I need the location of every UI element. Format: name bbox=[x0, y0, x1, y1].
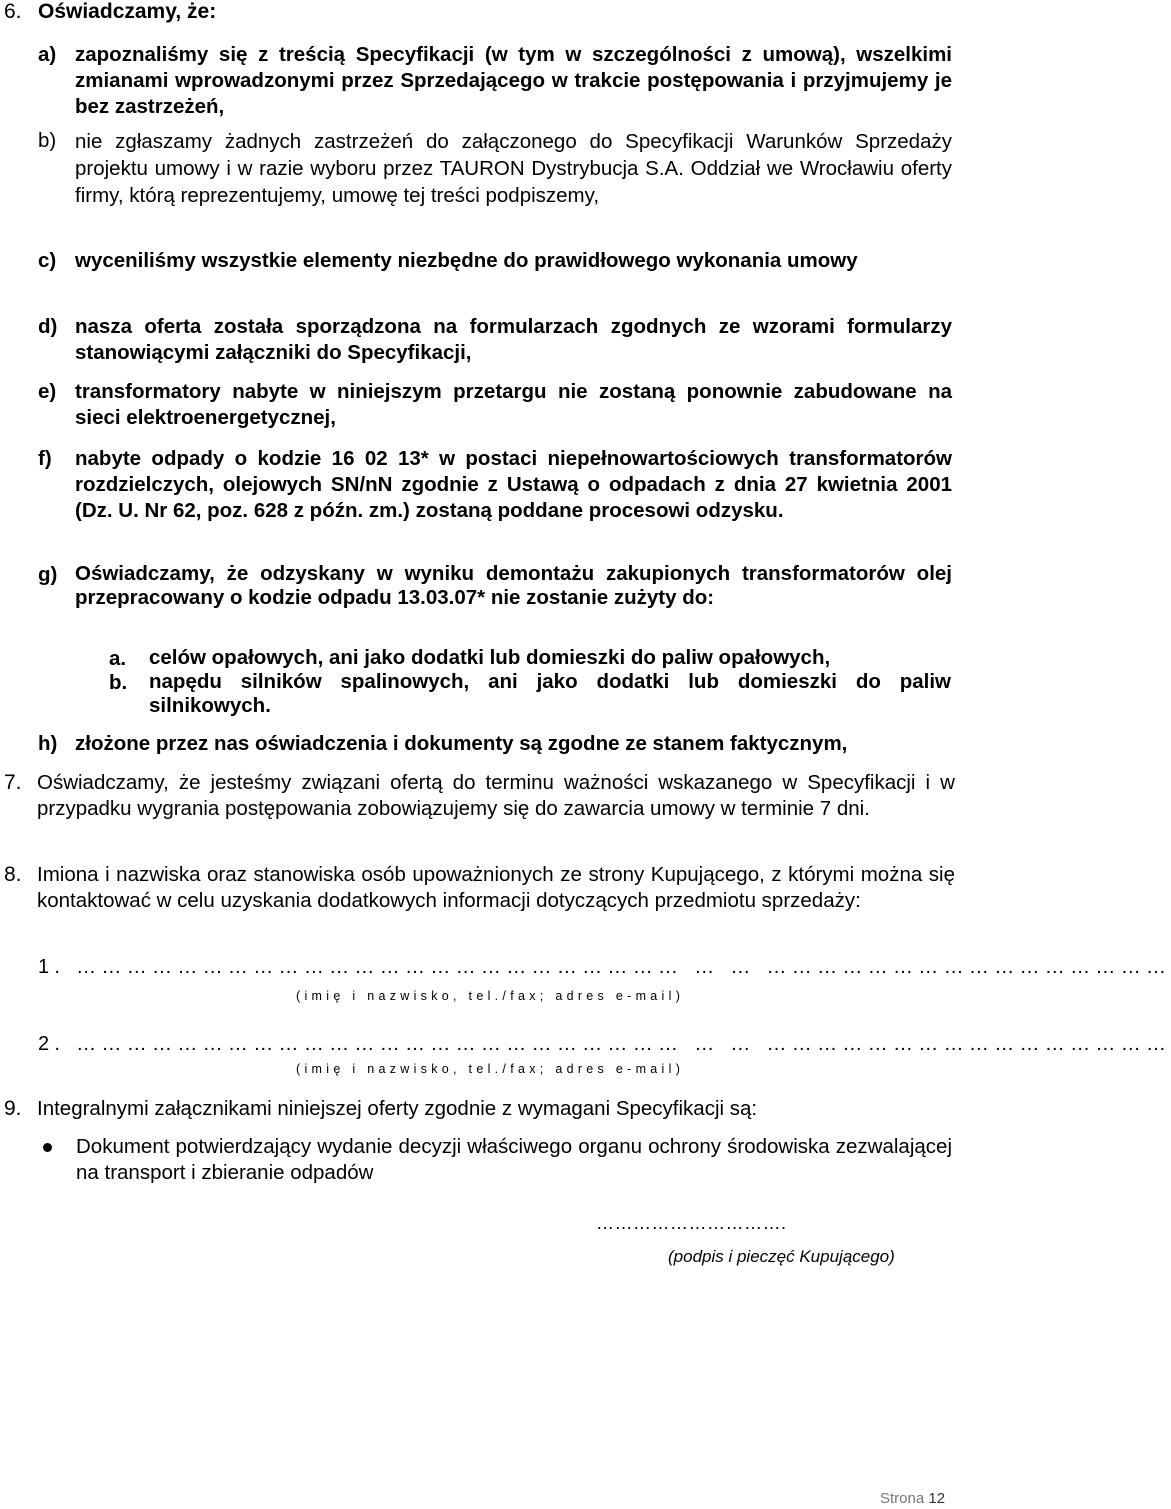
item-6e-label: e) bbox=[38, 380, 57, 403]
page-footer bbox=[880, 1490, 945, 1507]
item-6d-label: d) bbox=[38, 315, 58, 338]
item-6e-text: transformatory nabyte w niniejszym przetargu nie zostaną ponownie zabudowane na sieci elektroenergetycznej, bbox=[75, 380, 952, 429]
item-6b-text: nie zgłaszamy żadnych zastrzeżeń do załączonego do Specyfikacji Warunków Sprzedaży projektu umowy i w razie wyboru przez TAURON Dystrybucja S.A. Oddział we Wrocławiu oferty firmy, którą reprezentujemy, umowę tej treści podpiszemy, bbox=[75, 130, 952, 207]
section-7-text: Oświadczamy, że jesteśmy związani ofertą do terminu ważności wskazanego w Specyfikacji i w przypadku wygrania postępowania zobowiązujemy się do zawarcia umowy w terminie 7 dni. bbox=[37, 771, 955, 820]
contact-line-1[interactable]: 1. ……………………………………………………………… … … ………………………………………… bbox=[38, 956, 1171, 978]
item-6h-label: h) bbox=[38, 732, 58, 755]
item-6g-label: g) bbox=[38, 563, 58, 586]
item-6g-b-label: b. bbox=[109, 671, 128, 694]
section-8-text: Imiona i nazwiska oraz stanowiska osób upoważnionych ze strony Kupującego, z którymi można się kontaktować w celu uzyskania dodatkowych informacji dotyczących przedmiotu sprzedaży: bbox=[37, 863, 955, 912]
item-6g-a-text: celów opałowych, ani jako dodatki lub domieszki do paliw opałowych, bbox=[149, 646, 831, 669]
attachment-item: Dokument potwierdzający wydanie decyzji właściwego organu ochrony środowiska zezwalającej na transport i zbieranie odpadów bbox=[76, 1135, 952, 1184]
page-label: Strona bbox=[880, 1490, 925, 1507]
item-6g-b-text: napędu silników spalinowych, ani jako dodatki lub domieszki do paliw silnikowych. bbox=[149, 670, 951, 717]
contact-line-2[interactable]: 2. ……………………………………………………………… … … ………………………………………… bbox=[38, 1033, 1171, 1055]
contact-caption-2: (imię i nazwisko, tel./fax; adres e-mail) bbox=[296, 1062, 685, 1076]
item-6d-text: nasza oferta została sporządzona na formularzach zgodnych ze wzorami formularzy stanowiącymi załączniki do Specyfikacji, bbox=[75, 315, 952, 364]
item-6f-text bbox=[75, 446, 952, 524]
item-6b-label: b) bbox=[38, 129, 57, 152]
item-6a-text: zapoznaliśmy się z treścią Specyfikacji (w tym w szczególności z umową), wszelkimi zmianami wprowadzonymi przez Sprzedającego w trakcie postępowania i przyjmujemy je bez zastrzeżeń, bbox=[75, 43, 952, 118]
item-6c-text: wyceniliśmy wszystkie elementy niezbędne do prawidłowego wykonania umowy bbox=[75, 249, 858, 272]
signature-line[interactable]: …………………………. bbox=[596, 1213, 787, 1233]
item-6g-text: Oświadczamy, że odzyskany w wyniku demontażu zakupionych transformatorów olej przepracowany o kodzie odpadu 13.03.07* nie zostanie zużyty do: bbox=[75, 562, 952, 609]
item-6f-text-bold: zostaną poddane procesowi odzysku. bbox=[409, 499, 784, 522]
bullet-icon bbox=[43, 1143, 52, 1152]
signature-caption: (podpis i pieczęć Kupującego) bbox=[668, 1247, 895, 1266]
section-9-number: 9. bbox=[4, 1097, 22, 1120]
section-6-heading: Oświadczamy, że: bbox=[38, 0, 217, 23]
item-6a-label: a) bbox=[38, 43, 57, 66]
item-6c-label: c) bbox=[38, 249, 57, 272]
item-6g-a-label: a. bbox=[109, 647, 127, 670]
section-8-number: 8. bbox=[4, 863, 22, 886]
page-number: 12 bbox=[928, 1490, 946, 1507]
item-6h-text: złożone przez nas oświadczenia i dokumenty są zgodne ze stanem faktycznym, bbox=[75, 732, 848, 755]
item-6f-text-main: nabyte odpady o kodzie 16 02 13* w postaci niepełnowartościowych transformatorów rozdzielczych, olejowych SN/nN zgodnie z Ustawą o odpadach z dnia 27 kwietnia 2001 (Dz. U. Nr 62, poz. 628 z późn. zm.) bbox=[75, 447, 952, 522]
section-9-text: Integralnymi załącznikami niniejszej oferty zgodnie z wymagani Specyfikacji są: bbox=[37, 1097, 758, 1120]
section-6-number: 6. bbox=[4, 0, 22, 23]
item-6f-label: f) bbox=[38, 447, 52, 470]
section-7-number: 7. bbox=[4, 771, 22, 794]
contact-caption-1: (imię i nazwisko, tel./fax; adres e-mail) bbox=[296, 989, 685, 1003]
